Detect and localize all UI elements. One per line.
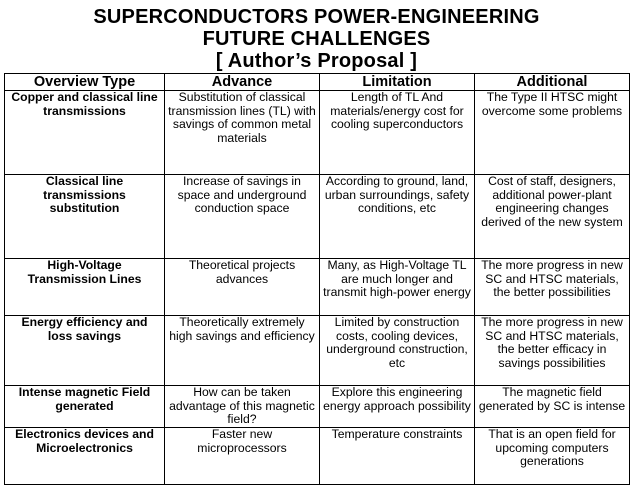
table-header-row [5,74,630,91]
title-line-1: SUPERCONDUCTORS POWER-ENGINEERING [93,6,540,28]
cell-overview-type: High-Voltage Transmission Lines [5,259,165,316]
cell-additional: Cost of staff, designers, additional power-plant engineering changes derived of the new system [475,175,630,259]
cell-additional: The magnetic field generated by SC is intense [475,386,630,428]
cell-additional: The more progress in new SC and HTSC materials, the better efficacy in savings possibilities [475,316,630,386]
cell-overview-type: Intense magnetic Field generated [5,386,165,428]
table-row [5,91,630,175]
cell-limitation: According to ground, land, urban surroundings, safety conditions, etc [320,175,475,259]
overview-table [4,73,630,485]
cell-additional: The Type II HTSC might overcome some problems [475,91,630,175]
cell-advance: Increase of savings in space and underground conduction space [165,175,320,259]
table-row [5,428,630,485]
cell-additional: The more progress in new SC and HTSC materials, the better possibilities [475,259,630,316]
page-title [0,0,633,72]
cell-additional: That is an open field for upcoming computers generations [475,428,630,485]
table-row [5,316,630,386]
cell-advance: How can be taken advantage of this magnetic field? [165,386,320,428]
table-row [5,175,630,259]
title-line-3: [ Author’s Proposal ] [215,50,418,72]
cell-overview-type: Classical line transmissions substitution [5,175,165,259]
cell-advance: Substitution of classical transmission lines (TL) with savings of common metal materials [165,91,320,175]
cell-advance: Theoretical projects advances [165,259,320,316]
header-additional: Additional [475,74,630,91]
cell-limitation: Limited by construction costs, cooling devices, underground construction, etc [320,316,475,386]
cell-limitation: Explore this engineering energy approach possibility [320,386,475,428]
cell-limitation: Many, as High-Voltage TL are much longer and transmit high-power energy [320,259,475,316]
title-line-2: FUTURE CHALLENGES [202,28,431,50]
cell-overview-type: Energy efficiency and loss savings [5,316,165,386]
cell-overview-type: Copper and classical line transmissions [5,91,165,175]
cell-advance: Theoretically extremely high savings and efficiency [165,316,320,386]
header-advance: Advance [165,74,320,91]
cell-overview-type: Electronics devices and Microelectronics [5,428,165,485]
header-overview-type: Overview Type [5,74,165,91]
cell-limitation: Temperature constraints [320,428,475,485]
header-limitation: Limitation [320,74,475,91]
table-row [5,386,630,428]
cell-advance: Faster new microprocessors [165,428,320,485]
table-row [5,259,630,316]
cell-limitation: Length of TL And materials/energy cost for cooling superconductors [320,91,475,175]
